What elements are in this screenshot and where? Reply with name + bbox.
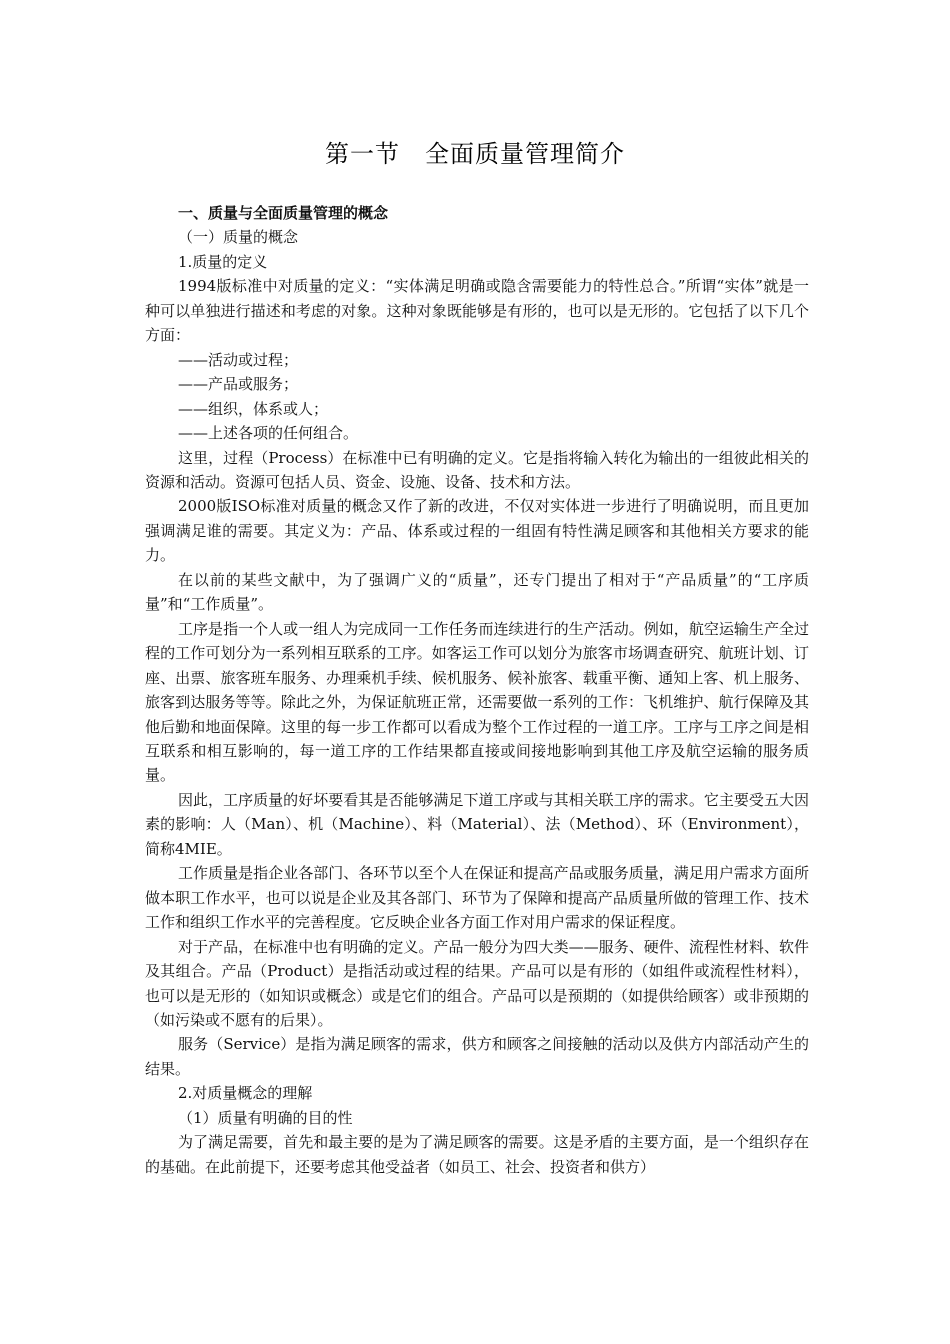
list-item: ——上述各项的任何组合。 xyxy=(178,424,359,443)
paragraph: 为了满足需要，首先和最主要的是为了满足顾客的需要。这是矛盾的主要方面，是一个组织存在的基础。在此前提下，还要考虑其他受益者（如员工、社会、投资者和供方） xyxy=(145,1133,809,1176)
paragraph: 服务（Service）是指为满足顾客的需求，供方和顾客之间接触的活动以及供方内部活动产生的结果。 xyxy=(145,1035,809,1078)
paragraph: 工作质量是指企业各部门、各环节以至个人在保证和提高产品或服务质量，满足用户需求方面所做本职工作水平，也可以说是企业及其各部门、环节为了保障和提高产品质量所做的管理工作、技术工作和组织工作水平的完善程度。它反映企业各方面工作对用户需求的保证程度。 xyxy=(145,864,809,932)
heading-level-4: （1）质量有明确的目的性 xyxy=(178,1108,353,1127)
section-title: 第一节 全面质量管理简介 xyxy=(325,140,625,168)
heading-level-2: （一）质量的概念 xyxy=(178,228,299,247)
document-body xyxy=(145,201,809,1179)
paragraph: 2000版ISO标准对质量的概念又作了新的改进，不仅对实体进一步进行了明确说明，而且更加强调满足谁的需要。其定义为：产品、体系或过程的一组固有特性满足顾客和其他相关方要求的能力。 xyxy=(145,497,809,565)
paragraph: 因此，工序质量的好坏要看其是否能够满足下道工序或与其相关联工序的需求。它主要受五大因素的影响：人（Man）、机（Machine）、料（Material）、法（Method）、环（Environment），简称4MIE。 xyxy=(145,790,809,858)
heading-level-1: 一、质量与全面质量管理的概念 xyxy=(178,204,389,222)
heading-level-3: 1.质量的定义 xyxy=(178,252,268,271)
paragraph: 在以前的某些文献中，为了强调广义的“质量”，还专门提出了相对于“产品质量”的“工序质量”和“工作质量”。 xyxy=(145,570,809,614)
list-item: ——组织，体系或人； xyxy=(178,399,329,418)
list-item: ——产品或服务； xyxy=(178,375,299,394)
paragraph: 对于产品，在标准中也有明确的定义。产品一般分为四大类——服务、硬件、流程性材料、软件及其组合。产品（Product）是指活动或过程的结果。产品可以是有形的（如组件或流程性材料），也可以是无形的（如知识或概念）或是它们的组合。产品可以是预期的（如提供给顾客）或非预期的（如污染或不愿有的后果）。 xyxy=(145,937,809,1029)
list-item: ——活动或过程； xyxy=(178,350,299,369)
paragraph: 1994版标准中对质量的定义：“实体满足明确或隐含需要能力的特性总合。”所谓“实体”就是一种可以单独进行描述和考虑的对象。这种对象既能够是有形的，也可以是无形的。它包括了以下几个方面： xyxy=(145,277,809,345)
heading-level-3: 2.对质量概念的理解 xyxy=(178,1084,313,1103)
paragraph: 这里，过程（Process）在标准中已有明确的定义。它是指将输入转化为输出的一组彼此相关的资源和活动。资源可包括人员、资金、设施、设备、技术和方法。 xyxy=(145,448,809,491)
paragraph: 工序是指一个人或一组人为完成同一工作任务而连续进行的生产活动。例如，航空运输生产全过程的工作可划分为一系列相互联系的工序。如客运工作可以划分为旅客市场调查研究、航班计划、订座、出票、旅客班车服务、办理乘机手续、候机服务、候补旅客、载重平衡、通知上客、机上服务、旅客到达服务等等。除此之外，为保证航班正常，还需要做一系列的工作：飞机维护、航行保障及其他后勤和地面保障。这里的每一步工作都可以看成为整个工作过程的一道工序。工序与工序之间是相互联系和相互影响的，每一道工序的工作结果都直接或间接地影响到其他工序及航空运输的服务质量。 xyxy=(145,619,809,785)
